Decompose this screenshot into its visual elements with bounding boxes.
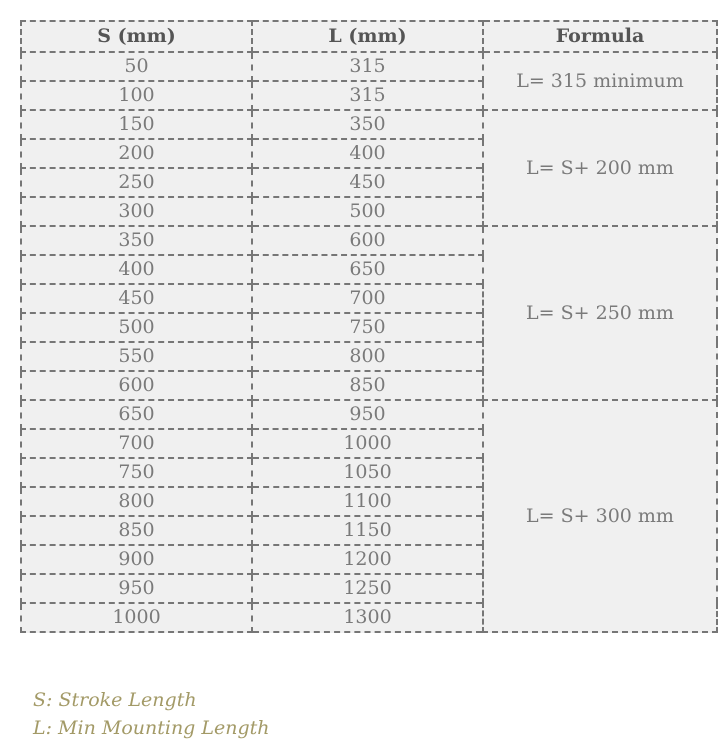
stroke-cell: 700 [21, 429, 252, 458]
length-cell: 1100 [252, 487, 483, 516]
stroke-cell: 300 [21, 197, 252, 226]
length-cell: 315 [252, 52, 483, 81]
stroke-cell: 850 [21, 516, 252, 545]
stroke-cell: 500 [21, 313, 252, 342]
length-cell: 600 [252, 226, 483, 255]
length-cell: 700 [252, 284, 483, 313]
stroke-cell: 800 [21, 487, 252, 516]
stroke-cell: 750 [21, 458, 252, 487]
length-cell: 500 [252, 197, 483, 226]
length-cell: 1250 [252, 574, 483, 603]
header-formula: Formula [483, 21, 717, 52]
stroke-cell: 1000 [21, 603, 252, 632]
length-cell: 1150 [252, 516, 483, 545]
stroke-cell: 200 [21, 139, 252, 168]
formula-cell: L= 315 minimum [483, 52, 717, 110]
table-header-row [21, 21, 717, 52]
stroke-cell: 600 [21, 371, 252, 400]
legend-stroke: S: Stroke Length [33, 689, 197, 711]
stroke-cell: 950 [21, 574, 252, 603]
table-row [21, 52, 717, 81]
stroke-cell: 400 [21, 255, 252, 284]
mounting-length-table [20, 20, 718, 633]
length-cell: 400 [252, 139, 483, 168]
length-cell: 750 [252, 313, 483, 342]
header-stroke: S (mm) [21, 21, 252, 52]
length-cell: 350 [252, 110, 483, 139]
stroke-cell: 450 [21, 284, 252, 313]
formula-cell: L= S+ 200 mm [483, 110, 717, 226]
stroke-cell: 150 [21, 110, 252, 139]
table-body [21, 52, 717, 632]
length-cell: 450 [252, 168, 483, 197]
table-row [21, 110, 717, 139]
length-cell: 800 [252, 342, 483, 371]
formula-cell: L= S+ 300 mm [483, 400, 717, 632]
length-cell: 1200 [252, 545, 483, 574]
legend-length: L: Min Mounting Length [33, 717, 270, 739]
header-length: L (mm) [252, 21, 483, 52]
stroke-cell: 650 [21, 400, 252, 429]
length-cell: 850 [252, 371, 483, 400]
stroke-cell: 350 [21, 226, 252, 255]
table-row [21, 226, 717, 255]
length-cell: 1050 [252, 458, 483, 487]
length-cell: 950 [252, 400, 483, 429]
formula-cell: L= S+ 250 mm [483, 226, 717, 400]
stroke-cell: 250 [21, 168, 252, 197]
length-cell: 315 [252, 81, 483, 110]
legend [33, 686, 270, 742]
stroke-cell: 550 [21, 342, 252, 371]
length-cell: 650 [252, 255, 483, 284]
length-cell: 1000 [252, 429, 483, 458]
mounting-length-table-container [20, 20, 716, 633]
stroke-cell: 50 [21, 52, 252, 81]
stroke-cell: 100 [21, 81, 252, 110]
table-row [21, 400, 717, 429]
length-cell: 1300 [252, 603, 483, 632]
stroke-cell: 900 [21, 545, 252, 574]
